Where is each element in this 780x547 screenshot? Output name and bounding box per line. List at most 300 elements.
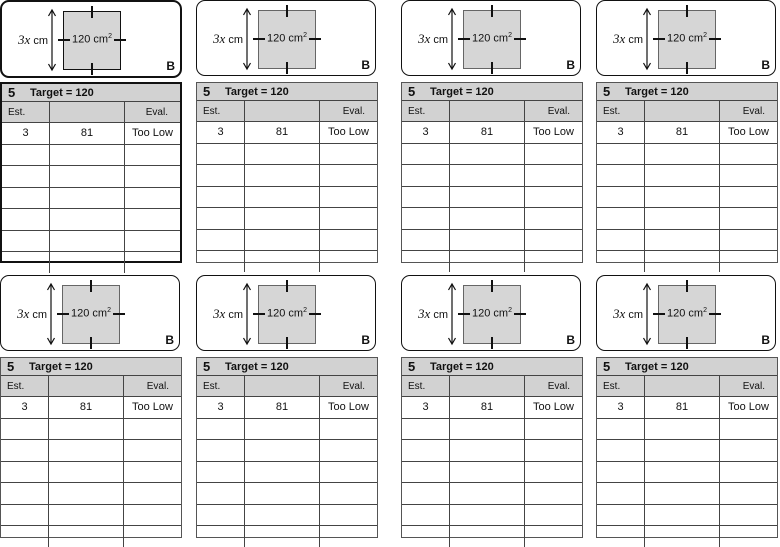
table-row bbox=[597, 419, 777, 441]
estimate-cell[interactable] bbox=[402, 144, 450, 165]
side-length-label: 3x cm bbox=[418, 31, 449, 46]
result-cell[interactable] bbox=[645, 230, 720, 251]
problem-panel bbox=[596, 0, 776, 76]
column-header-estimate: Est. bbox=[197, 376, 245, 396]
evaluation-cell[interactable] bbox=[125, 188, 180, 209]
result-cell[interactable] bbox=[645, 462, 720, 483]
evaluation-cell[interactable] bbox=[320, 144, 377, 165]
result-cell[interactable] bbox=[645, 483, 720, 504]
table-header-row bbox=[1, 376, 181, 397]
practice-card bbox=[196, 275, 378, 540]
table-row bbox=[402, 462, 582, 484]
estimate-cell[interactable] bbox=[597, 208, 645, 229]
level-badge: B bbox=[361, 58, 370, 72]
table-row bbox=[2, 252, 180, 273]
result-cell[interactable] bbox=[645, 251, 720, 272]
area-label: 120 $cm^2$ bbox=[71, 307, 111, 320]
table-row bbox=[197, 122, 377, 144]
estimate-cell[interactable]: 3 bbox=[197, 397, 245, 418]
table-row bbox=[402, 122, 582, 144]
result-cell[interactable] bbox=[450, 526, 525, 547]
tick-mark-icon bbox=[90, 280, 92, 292]
estimate-cell[interactable]: 3 bbox=[597, 397, 645, 418]
estimate-cell[interactable] bbox=[197, 144, 245, 165]
estimate-cell[interactable] bbox=[597, 144, 645, 165]
tick-mark-icon bbox=[686, 337, 688, 349]
result-cell[interactable] bbox=[450, 440, 525, 461]
table-row bbox=[197, 251, 377, 272]
level-badge: B bbox=[165, 333, 174, 347]
tick-mark-icon bbox=[686, 62, 688, 74]
estimate-cell[interactable] bbox=[597, 526, 645, 547]
evaluation-cell[interactable] bbox=[320, 526, 377, 547]
estimate-cell[interactable] bbox=[402, 187, 450, 208]
side-length-label: 3x cm bbox=[213, 31, 244, 46]
table-row bbox=[597, 505, 777, 527]
double-arrow-icon bbox=[242, 7, 252, 71]
result-cell[interactable] bbox=[450, 230, 525, 251]
evaluation-cell[interactable] bbox=[320, 208, 377, 229]
area-label: 120 $cm^2$ bbox=[667, 307, 707, 320]
evaluation-cell[interactable] bbox=[320, 440, 377, 461]
estimate-cell[interactable] bbox=[597, 462, 645, 483]
estimate-cell[interactable]: 3 bbox=[597, 122, 645, 143]
level-badge: B bbox=[566, 58, 575, 72]
problem-panel bbox=[196, 0, 376, 76]
table-row bbox=[402, 187, 582, 209]
evaluation-cell[interactable]: Too Low bbox=[533, 401, 574, 414]
side-length-label: 3x cm bbox=[213, 306, 244, 321]
level-badge: B bbox=[361, 333, 370, 347]
table-row bbox=[402, 144, 582, 166]
column-header-estimate: Est. bbox=[597, 376, 645, 396]
result-cell[interactable] bbox=[245, 440, 320, 461]
result-cell[interactable]: 81 bbox=[645, 397, 720, 418]
estimate-cell[interactable] bbox=[1, 462, 49, 483]
result-cell[interactable] bbox=[450, 165, 525, 186]
result-cell[interactable] bbox=[645, 187, 720, 208]
estimate-cell[interactable] bbox=[402, 419, 450, 440]
result-cell[interactable] bbox=[245, 251, 320, 272]
result-cell[interactable] bbox=[245, 208, 320, 229]
estimation-table bbox=[0, 357, 182, 538]
estimate-cell[interactable] bbox=[402, 208, 450, 229]
table-row bbox=[197, 230, 377, 252]
estimate-cell[interactable] bbox=[402, 526, 450, 547]
table-header-row bbox=[597, 101, 777, 122]
estimate-cell[interactable] bbox=[2, 145, 50, 166]
evaluation-cell[interactable] bbox=[124, 440, 181, 461]
result-cell[interactable] bbox=[645, 165, 720, 186]
target-label: Target = 120 bbox=[29, 360, 93, 373]
evaluation-cell[interactable] bbox=[124, 462, 181, 483]
estimate-cell[interactable] bbox=[402, 462, 450, 483]
column-header-evaluation: Eval. bbox=[145, 106, 168, 118]
estimate-cell[interactable] bbox=[197, 526, 245, 547]
estimate-cell[interactable] bbox=[402, 165, 450, 186]
estimation-table bbox=[596, 357, 778, 538]
result-cell[interactable] bbox=[245, 230, 320, 251]
evaluation-cell[interactable]: Too Low bbox=[328, 401, 369, 414]
evaluation-cell[interactable] bbox=[320, 419, 377, 440]
tick-mark-icon bbox=[491, 337, 493, 349]
evaluation-cell[interactable] bbox=[320, 505, 377, 526]
table-row bbox=[402, 483, 582, 505]
table-row bbox=[197, 526, 377, 547]
problem-panel bbox=[596, 275, 776, 351]
result-cell[interactable] bbox=[49, 483, 124, 504]
result-cell[interactable] bbox=[49, 440, 124, 461]
result-cell[interactable] bbox=[450, 483, 525, 504]
evaluation-cell[interactable] bbox=[720, 526, 777, 547]
table-row bbox=[197, 419, 377, 441]
result-cell[interactable]: 81 bbox=[450, 397, 525, 418]
table-title-bar bbox=[1, 358, 181, 376]
column-header-evaluation: Eval. bbox=[342, 380, 365, 392]
table-row bbox=[197, 144, 377, 166]
evaluation-cell[interactable] bbox=[525, 165, 582, 186]
estimate-cell[interactable] bbox=[597, 251, 645, 272]
result-cell[interactable] bbox=[450, 419, 525, 440]
result-cell[interactable]: 81 bbox=[245, 122, 320, 143]
estimate-cell[interactable] bbox=[197, 230, 245, 251]
result-cell[interactable] bbox=[50, 166, 125, 187]
side-length-label: 3x cm bbox=[18, 32, 49, 47]
table-header-row bbox=[2, 102, 180, 123]
area-label: 120 $cm^2$ bbox=[472, 32, 512, 45]
side-length-label: 3x cm bbox=[418, 306, 449, 321]
result-cell[interactable] bbox=[645, 526, 720, 547]
estimate-cell[interactable]: 3 bbox=[2, 123, 50, 144]
evaluation-cell[interactable] bbox=[124, 505, 181, 526]
evaluation-cell[interactable] bbox=[125, 252, 180, 273]
estimation-table bbox=[401, 82, 583, 263]
estimate-cell[interactable] bbox=[1, 419, 49, 440]
evaluation-cell[interactable] bbox=[320, 462, 377, 483]
evaluation-cell[interactable] bbox=[320, 165, 377, 186]
evaluation-cell[interactable]: Too Low bbox=[728, 126, 769, 139]
result-cell[interactable] bbox=[450, 208, 525, 229]
table-title-bar bbox=[597, 358, 777, 376]
table-row bbox=[402, 208, 582, 230]
estimate-cell[interactable] bbox=[2, 166, 50, 187]
result-cell[interactable] bbox=[645, 419, 720, 440]
table-row bbox=[402, 505, 582, 527]
result-cell[interactable] bbox=[245, 462, 320, 483]
estimate-cell[interactable] bbox=[2, 231, 50, 252]
evaluation-cell[interactable] bbox=[525, 208, 582, 229]
table-header-row bbox=[197, 101, 377, 122]
table-row bbox=[2, 123, 180, 145]
evaluation-cell[interactable]: Too Low bbox=[132, 127, 173, 140]
practice-card bbox=[596, 275, 778, 540]
evaluation-cell[interactable] bbox=[320, 483, 377, 504]
estimate-cell[interactable] bbox=[197, 251, 245, 272]
column-header-result bbox=[245, 101, 320, 121]
result-cell[interactable] bbox=[450, 187, 525, 208]
estimate-cell[interactable] bbox=[2, 252, 50, 273]
estimate-cell[interactable] bbox=[402, 440, 450, 461]
estimate-cell[interactable] bbox=[597, 505, 645, 526]
result-cell[interactable] bbox=[50, 252, 125, 273]
table-row bbox=[197, 505, 377, 527]
double-arrow-icon bbox=[642, 282, 652, 346]
evaluation-cell[interactable] bbox=[720, 251, 777, 272]
problem-number: 5 bbox=[8, 85, 16, 100]
table-row bbox=[597, 440, 777, 462]
result-cell[interactable]: 81 bbox=[49, 397, 124, 418]
evaluation-cell[interactable] bbox=[125, 209, 180, 230]
evaluation-cell[interactable] bbox=[124, 419, 181, 440]
table-row bbox=[597, 397, 777, 419]
evaluation-cell[interactable] bbox=[720, 230, 777, 251]
table-row bbox=[1, 440, 181, 462]
table-row bbox=[597, 208, 777, 230]
target-label: Target = 120 bbox=[225, 360, 289, 373]
estimate-cell[interactable] bbox=[2, 188, 50, 209]
result-cell[interactable] bbox=[49, 419, 124, 440]
estimate-cell[interactable] bbox=[597, 419, 645, 440]
estimate-cell[interactable] bbox=[597, 187, 645, 208]
estimate-cell[interactable]: 3 bbox=[197, 122, 245, 143]
estimation-table bbox=[0, 82, 182, 263]
result-cell[interactable] bbox=[450, 462, 525, 483]
estimate-cell[interactable] bbox=[2, 209, 50, 230]
evaluation-cell[interactable] bbox=[525, 440, 582, 461]
evaluation-cell[interactable] bbox=[320, 187, 377, 208]
evaluation-cell[interactable] bbox=[720, 419, 777, 440]
estimate-cell[interactable] bbox=[402, 483, 450, 504]
area-square bbox=[463, 10, 521, 69]
estimate-cell[interactable] bbox=[197, 165, 245, 186]
area-label: 120 $cm^2$ bbox=[72, 33, 112, 46]
result-cell[interactable]: 81 bbox=[450, 122, 525, 143]
column-header-result bbox=[245, 376, 320, 396]
area-square bbox=[258, 285, 316, 344]
table-row bbox=[2, 166, 180, 188]
estimate-cell[interactable] bbox=[1, 440, 49, 461]
result-cell[interactable]: 81 bbox=[645, 122, 720, 143]
evaluation-cell[interactable] bbox=[525, 144, 582, 165]
evaluation-cell[interactable]: Too Low bbox=[533, 126, 574, 139]
evaluation-cell[interactable] bbox=[525, 251, 582, 272]
table-row bbox=[197, 397, 377, 419]
estimate-cell[interactable] bbox=[1, 483, 49, 504]
result-cell[interactable] bbox=[50, 145, 125, 166]
estimate-cell[interactable] bbox=[197, 462, 245, 483]
estimate-cell[interactable] bbox=[197, 440, 245, 461]
evaluation-cell[interactable] bbox=[525, 230, 582, 251]
result-cell[interactable] bbox=[645, 144, 720, 165]
table-header-row bbox=[402, 376, 582, 397]
table-row bbox=[2, 145, 180, 167]
area-square bbox=[658, 10, 716, 69]
result-cell[interactable] bbox=[50, 188, 125, 209]
table-row bbox=[402, 526, 582, 547]
column-header-evaluation: Eval. bbox=[742, 105, 765, 117]
estimate-cell[interactable] bbox=[402, 251, 450, 272]
table-row bbox=[597, 187, 777, 209]
level-badge: B bbox=[761, 58, 770, 72]
estimate-cell[interactable] bbox=[402, 230, 450, 251]
table-row bbox=[597, 230, 777, 252]
table-header-row bbox=[597, 376, 777, 397]
target-label: Target = 120 bbox=[30, 86, 94, 99]
result-cell[interactable] bbox=[450, 144, 525, 165]
evaluation-cell[interactable] bbox=[125, 231, 180, 252]
table-row bbox=[197, 483, 377, 505]
column-header-evaluation: Eval. bbox=[146, 380, 169, 392]
estimate-cell[interactable] bbox=[197, 483, 245, 504]
evaluation-cell[interactable]: Too Low bbox=[728, 401, 769, 414]
level-badge: B bbox=[761, 333, 770, 347]
result-cell[interactable] bbox=[49, 505, 124, 526]
estimate-cell[interactable] bbox=[197, 187, 245, 208]
evaluation-cell[interactable] bbox=[525, 462, 582, 483]
table-row bbox=[402, 230, 582, 252]
evaluation-cell[interactable] bbox=[124, 483, 181, 504]
table-row bbox=[197, 187, 377, 209]
table-row bbox=[1, 483, 181, 505]
side-length-label: 3x cm bbox=[17, 306, 48, 321]
double-arrow-icon bbox=[46, 282, 56, 346]
column-header-result bbox=[645, 101, 720, 121]
target-label: Target = 120 bbox=[625, 360, 689, 373]
area-square bbox=[463, 285, 521, 344]
double-arrow-icon bbox=[447, 7, 457, 71]
practice-card bbox=[0, 0, 182, 265]
result-cell[interactable] bbox=[450, 505, 525, 526]
evaluation-cell[interactable] bbox=[525, 505, 582, 526]
problem-panel bbox=[196, 275, 376, 351]
problem-number: 5 bbox=[603, 84, 611, 99]
column-header-estimate: Est. bbox=[197, 101, 245, 121]
tick-mark-icon bbox=[491, 5, 493, 17]
area-label: 120 $cm^2$ bbox=[667, 32, 707, 45]
estimate-cell[interactable] bbox=[197, 505, 245, 526]
result-cell[interactable]: 81 bbox=[50, 123, 125, 144]
target-label: Target = 120 bbox=[625, 85, 689, 98]
problem-number: 5 bbox=[603, 359, 611, 374]
result-cell[interactable] bbox=[50, 209, 125, 230]
evaluation-cell[interactable] bbox=[720, 440, 777, 461]
column-header-estimate: Est. bbox=[2, 102, 50, 122]
column-header-estimate: Est. bbox=[402, 376, 450, 396]
evaluation-cell[interactable] bbox=[320, 230, 377, 251]
evaluation-cell[interactable] bbox=[525, 483, 582, 504]
tick-mark-icon bbox=[491, 62, 493, 74]
result-cell[interactable] bbox=[245, 505, 320, 526]
table-row bbox=[1, 419, 181, 441]
table-row bbox=[197, 165, 377, 187]
result-cell[interactable] bbox=[450, 251, 525, 272]
evaluation-cell[interactable] bbox=[124, 526, 181, 547]
area-square bbox=[62, 285, 120, 344]
practice-card bbox=[401, 275, 583, 540]
evaluation-cell[interactable]: Too Low bbox=[328, 126, 369, 139]
practice-card bbox=[596, 0, 778, 265]
side-length-label: 3x cm bbox=[613, 31, 644, 46]
table-row bbox=[1, 462, 181, 484]
evaluation-cell[interactable] bbox=[720, 187, 777, 208]
table-title-bar bbox=[197, 83, 377, 101]
evaluation-cell[interactable] bbox=[720, 144, 777, 165]
result-cell[interactable] bbox=[645, 505, 720, 526]
table-row bbox=[402, 251, 582, 272]
column-header-result bbox=[49, 376, 124, 396]
estimate-cell[interactable] bbox=[597, 165, 645, 186]
result-cell[interactable]: 81 bbox=[245, 397, 320, 418]
evaluation-cell[interactable] bbox=[525, 419, 582, 440]
result-cell[interactable] bbox=[245, 419, 320, 440]
evaluation-cell[interactable] bbox=[320, 251, 377, 272]
estimate-cell[interactable]: 3 bbox=[402, 397, 450, 418]
problem-number: 5 bbox=[408, 359, 416, 374]
result-cell[interactable] bbox=[645, 440, 720, 461]
result-cell[interactable] bbox=[245, 144, 320, 165]
result-cell[interactable] bbox=[245, 483, 320, 504]
evaluation-cell[interactable] bbox=[525, 526, 582, 547]
estimate-cell[interactable] bbox=[197, 208, 245, 229]
problem-number: 5 bbox=[203, 84, 211, 99]
estimate-cell[interactable] bbox=[597, 483, 645, 504]
result-cell[interactable] bbox=[645, 208, 720, 229]
tick-mark-icon bbox=[90, 337, 92, 349]
tick-mark-icon bbox=[91, 63, 93, 75]
area-square bbox=[258, 10, 316, 69]
estimate-cell[interactable] bbox=[597, 440, 645, 461]
result-cell[interactable] bbox=[49, 462, 124, 483]
area-square bbox=[63, 11, 121, 70]
estimate-cell[interactable]: 3 bbox=[1, 397, 49, 418]
evaluation-cell[interactable] bbox=[525, 187, 582, 208]
evaluation-cell[interactable] bbox=[720, 165, 777, 186]
evaluation-cell[interactable] bbox=[125, 166, 180, 187]
estimate-cell[interactable] bbox=[197, 419, 245, 440]
estimate-cell[interactable] bbox=[1, 526, 49, 547]
column-header-estimate: Est. bbox=[1, 376, 49, 396]
evaluation-cell[interactable] bbox=[720, 208, 777, 229]
result-cell[interactable] bbox=[245, 165, 320, 186]
area-label: 120 $cm^2$ bbox=[472, 307, 512, 320]
result-cell[interactable] bbox=[50, 231, 125, 252]
evaluation-cell[interactable] bbox=[720, 462, 777, 483]
evaluation-cell[interactable] bbox=[720, 483, 777, 504]
tick-mark-icon bbox=[286, 5, 288, 17]
estimate-cell[interactable] bbox=[597, 230, 645, 251]
table-row bbox=[597, 122, 777, 144]
evaluation-cell[interactable]: Too Low bbox=[132, 401, 173, 414]
area-square bbox=[658, 285, 716, 344]
estimate-cell[interactable] bbox=[402, 505, 450, 526]
result-cell[interactable] bbox=[49, 526, 124, 547]
table-row bbox=[1, 526, 181, 547]
column-header-evaluation: Eval. bbox=[742, 380, 765, 392]
estimate-cell[interactable]: 3 bbox=[402, 122, 450, 143]
table-title-bar bbox=[197, 358, 377, 376]
column-header-result bbox=[450, 101, 525, 121]
evaluation-cell[interactable] bbox=[720, 505, 777, 526]
result-cell[interactable] bbox=[245, 187, 320, 208]
result-cell[interactable] bbox=[245, 526, 320, 547]
tick-mark-icon bbox=[686, 280, 688, 292]
estimate-cell[interactable] bbox=[1, 505, 49, 526]
problem-number: 5 bbox=[7, 359, 15, 374]
evaluation-cell[interactable] bbox=[125, 145, 180, 166]
table-row bbox=[597, 462, 777, 484]
problem-panel bbox=[401, 275, 581, 351]
table-title-bar bbox=[402, 83, 582, 101]
